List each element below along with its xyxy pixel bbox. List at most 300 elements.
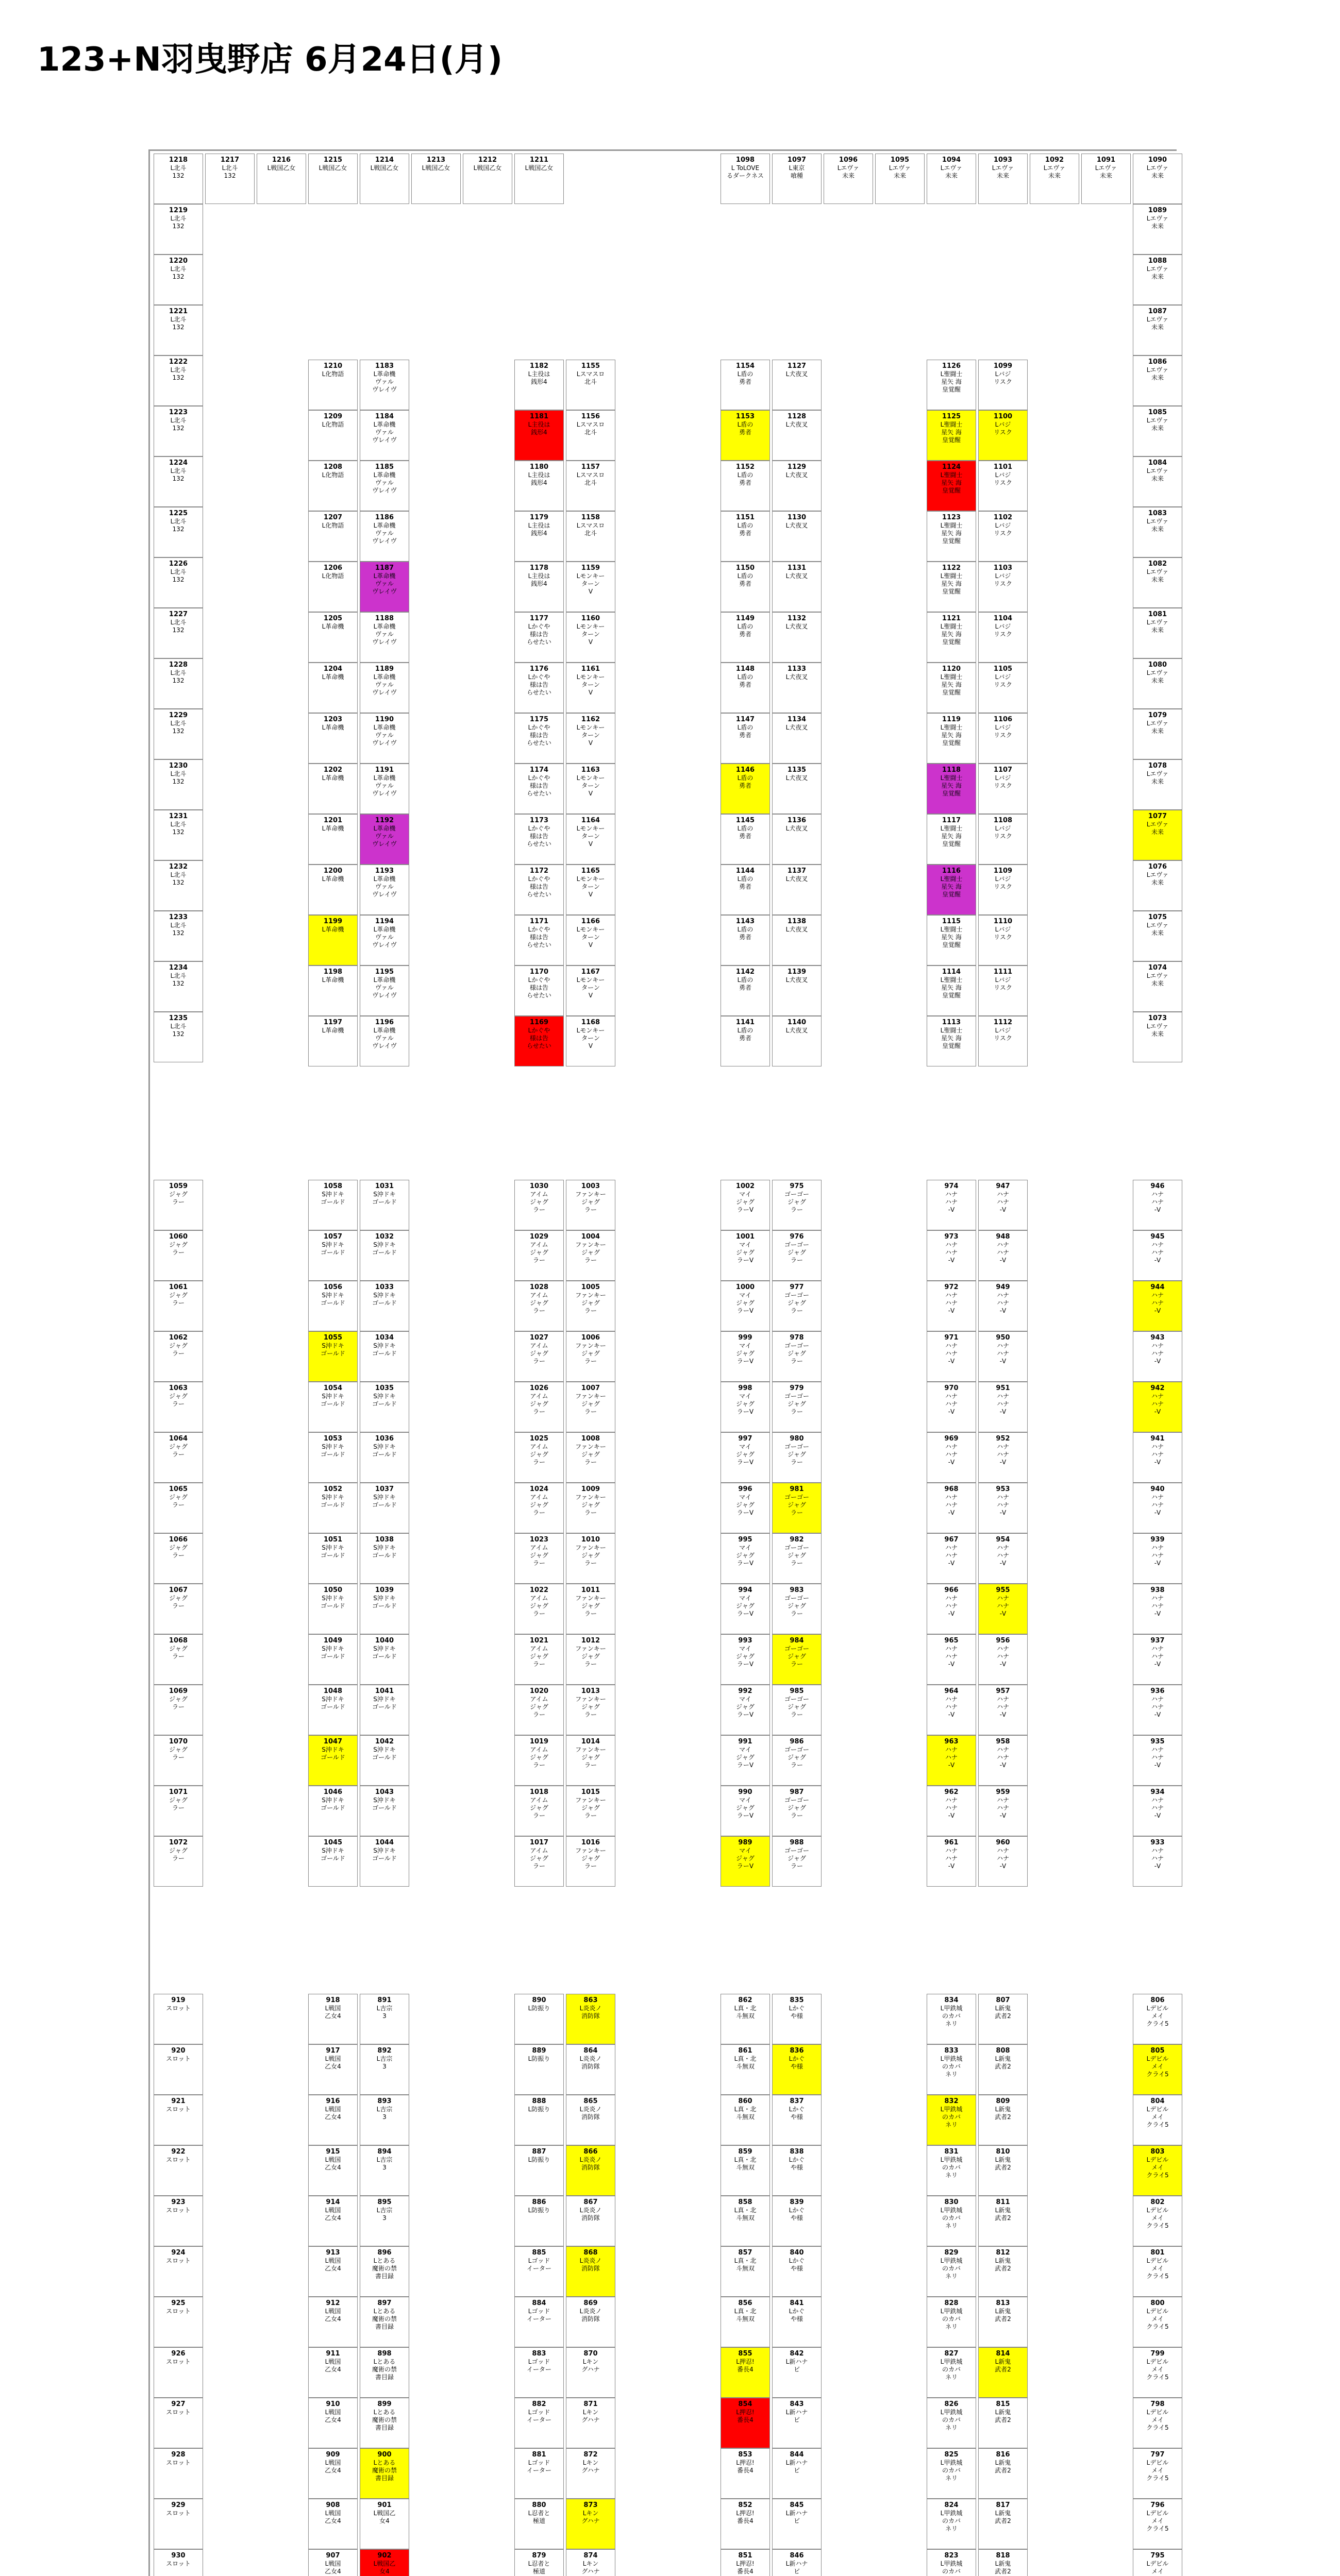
machine-number: 1139 <box>787 968 807 976</box>
machine-name: スロット <box>166 2409 191 2416</box>
machine-cell <box>154 709 203 759</box>
machine-name: ハナ ハナ -V <box>996 1191 1009 1213</box>
machine-cell <box>978 612 1028 663</box>
machine-number: 852 <box>738 2501 752 2509</box>
machine-name: ジャグ ラー <box>169 1544 188 1559</box>
machine-number: 1011 <box>581 1586 600 1594</box>
machine-number: 1032 <box>375 1233 394 1241</box>
machine-number: 1067 <box>169 1586 188 1594</box>
machine-number: 1018 <box>529 1788 549 1796</box>
machine-number: 1066 <box>169 1536 188 1544</box>
machine-number: 968 <box>944 1485 959 1493</box>
machine-name: L新鬼 武者2 <box>995 2106 1011 2121</box>
machine-cell <box>927 764 976 814</box>
machine-number: 1178 <box>529 564 549 572</box>
machine-number: 1230 <box>169 762 188 770</box>
machine-number: 1209 <box>323 413 343 420</box>
machine-number: 832 <box>944 2097 959 2105</box>
machine-name: Lバジ リスク <box>994 370 1012 385</box>
machine-cell <box>927 154 976 204</box>
machine-cell <box>978 2499 1028 2549</box>
machine-number: 809 <box>996 2097 1010 2105</box>
machine-name: ジャグ ラー <box>169 1393 188 1408</box>
machine-name: ジャグ ラー <box>169 1292 188 1307</box>
machine-number: 917 <box>326 2047 340 2055</box>
machine-number: 1023 <box>529 1536 549 1544</box>
machine-cell <box>978 1685 1028 1735</box>
machine-cell <box>772 1634 822 1685</box>
machine-name: L盾の 勇者 <box>737 522 753 537</box>
machine-cell <box>566 2297 615 2347</box>
machine-cell <box>978 1836 1028 1887</box>
machine-cell <box>566 2246 615 2297</box>
machine-number: 816 <box>996 2451 1010 2459</box>
machine-name: Lとある 魔術の禁 書目録 <box>372 2459 397 2482</box>
machine-name: ゴーゴー ジャグ ラー <box>784 1746 809 1769</box>
machine-cell <box>566 562 615 612</box>
machine-number: 895 <box>377 2198 392 2206</box>
machine-number: 860 <box>738 2097 752 2105</box>
machine-number: 1218 <box>169 156 188 164</box>
machine-cell <box>566 2196 615 2246</box>
machine-number: 1083 <box>1148 510 1167 517</box>
machine-name: L聖闘士 星矢 海 皇覚醒 <box>940 724 963 747</box>
machine-number: 1164 <box>581 817 600 824</box>
machine-number: 1022 <box>529 1586 549 1594</box>
machine-cell <box>772 2499 822 2549</box>
machine-cell <box>978 814 1028 865</box>
machine-name: L北斗 132 <box>222 164 238 179</box>
machine-name: Lかぐ や様 <box>789 2156 805 2171</box>
machine-number: 1053 <box>323 1435 343 1443</box>
machine-number: 997 <box>738 1435 752 1443</box>
machine-number: 831 <box>944 2148 959 2156</box>
machine-number: 837 <box>790 2097 804 2105</box>
machine-cell <box>927 2246 976 2297</box>
machine-cell <box>308 1180 358 1230</box>
machine-number: 913 <box>326 2249 340 2257</box>
machine-name: L真・北 斗無双 <box>734 2055 757 2070</box>
machine-cell <box>360 1994 409 2044</box>
machine-cell <box>566 764 615 814</box>
machine-name: Lエヴァ 未来 <box>1043 164 1066 179</box>
machine-cell <box>463 154 512 204</box>
machine-number: 1119 <box>942 716 961 723</box>
machine-name: L聖闘士 星矢 海 皇覚醒 <box>940 976 963 999</box>
machine-cell <box>514 2095 564 2145</box>
machine-cell <box>1133 1483 1182 1533</box>
machine-number: 1205 <box>323 615 343 622</box>
machine-number: 1003 <box>581 1182 600 1190</box>
machine-number: 1081 <box>1148 611 1167 618</box>
machine-number: 829 <box>944 2249 959 2257</box>
machine-cell <box>978 1281 1028 1331</box>
machine-name: L戦国 乙女4 <box>325 2005 341 2020</box>
machine-cell <box>1133 1382 1182 1432</box>
machine-cell <box>154 658 203 709</box>
machine-name: ファンキー ジャグ ラー <box>575 1342 606 1365</box>
machine-name: ゴーゴー ジャグ ラー <box>784 1292 809 1314</box>
machine-name: ゴーゴー ジャグ ラー <box>784 1342 809 1365</box>
machine-cell <box>360 2196 409 2246</box>
machine-cell <box>308 2297 358 2347</box>
machine-number: 1055 <box>323 1334 343 1342</box>
machine-name: S沖ドキ ゴールド <box>321 1595 345 1609</box>
machine-cell <box>772 511 822 562</box>
machine-name: ゴーゴー ジャグ ラー <box>784 1241 809 1264</box>
machine-name: L犬夜叉 <box>785 926 808 933</box>
machine-name: ゴーゴー ジャグ ラー <box>784 1595 809 1617</box>
machine-cell <box>721 1432 770 1483</box>
machine-name: マイ ジャグ ラーV <box>736 1797 755 1819</box>
machine-cell <box>514 814 564 865</box>
machine-cell <box>566 1584 615 1634</box>
machine-number: 1226 <box>169 560 188 568</box>
machine-number: 908 <box>326 2501 340 2509</box>
machine-name: L聖闘士 星矢 海 皇覚醒 <box>940 825 963 848</box>
machine-number: 1030 <box>529 1182 549 1190</box>
machine-name: Lゴッド イーター <box>526 2257 551 2272</box>
machine-number: 957 <box>996 1687 1010 1695</box>
machine-number: 1208 <box>323 463 343 471</box>
machine-number: 1194 <box>375 918 394 925</box>
machine-name: Lエヴァ 未来 <box>1146 215 1169 230</box>
machine-number: 1124 <box>942 463 961 471</box>
machine-cell <box>308 2246 358 2297</box>
machine-cell <box>772 1994 822 2044</box>
machine-number: 975 <box>790 1182 804 1190</box>
machine-number: 971 <box>944 1334 959 1342</box>
machine-cell <box>308 1331 358 1382</box>
machine-number: 961 <box>944 1839 959 1846</box>
machine-cell <box>978 1735 1028 1786</box>
machine-cell <box>566 1836 615 1887</box>
machine-number: 1221 <box>169 308 188 315</box>
machine-name: ハナ ハナ -V <box>945 1544 958 1567</box>
machine-cell <box>927 1533 976 1584</box>
machine-cell <box>1133 709 1182 759</box>
machine-number: 1008 <box>581 1435 600 1443</box>
machine-number: 927 <box>171 2400 186 2408</box>
machine-name: L忍者と 極道 <box>528 2510 550 2524</box>
machine-cell <box>1133 2347 1182 2398</box>
machine-cell <box>721 1382 770 1432</box>
machine-name: L北斗 132 <box>170 366 187 381</box>
machine-number: 950 <box>996 1334 1010 1342</box>
machine-cell <box>927 511 976 562</box>
machine-name: ハナ ハナ -V <box>945 1393 958 1415</box>
machine-name: L犬夜叉 <box>785 976 808 984</box>
machine-name: Lデビル メイ クライ5 <box>1146 2207 1169 2229</box>
machine-number: 1162 <box>581 716 600 723</box>
machine-name: マイ ジャグ ラーV <box>736 1696 755 1718</box>
machine-cell <box>308 1483 358 1533</box>
machine-cell <box>978 154 1028 204</box>
machine-name: Lデビル メイ クライ5 <box>1146 2106 1169 2128</box>
machine-number: 954 <box>996 1536 1010 1544</box>
machine-name: スロット <box>166 2005 191 2012</box>
machine-name: Lデビル メイ クライ5 <box>1146 2510 1169 2532</box>
machine-number: 1173 <box>529 817 549 824</box>
machine-cell <box>772 2347 822 2398</box>
machine-name: スロット <box>166 2055 191 2062</box>
machine-number: 1068 <box>169 1637 188 1645</box>
machine-number: 1054 <box>323 1384 343 1392</box>
machine-name: ジャグ ラー <box>169 1746 188 1761</box>
machine-cell <box>154 1735 203 1786</box>
machine-cell <box>772 663 822 713</box>
machine-name: アイム ジャグ ラー <box>530 1847 548 1870</box>
machine-name: L革命機 ヴァル ヴレイヴ <box>372 724 397 747</box>
machine-name: Lエヴァ 未来 <box>1146 316 1169 331</box>
machine-number: 991 <box>738 1738 752 1745</box>
machine-cell <box>978 461 1028 511</box>
machine-cell <box>927 663 976 713</box>
machine-cell <box>772 713 822 764</box>
machine-cell <box>360 1016 409 1066</box>
machine-cell <box>927 2145 976 2196</box>
machine-number: 872 <box>583 2451 598 2459</box>
machine-cell <box>360 360 409 410</box>
machine-name: ハナ ハナ -V <box>945 1342 958 1365</box>
machine-cell <box>1133 2297 1182 2347</box>
machine-number: 982 <box>790 1536 804 1544</box>
machine-name: Lスマスロ 北斗 <box>576 522 605 537</box>
machine-number: 858 <box>738 2198 752 2206</box>
machine-number: 842 <box>790 2350 804 2358</box>
machine-name: L新ハナ ビ <box>785 2510 808 2524</box>
machine-number: 1089 <box>1148 207 1167 214</box>
machine-cell <box>566 612 615 663</box>
machine-cell <box>308 965 358 1016</box>
machine-name: アイム ジャグ ラー <box>530 1797 548 1819</box>
machine-name: L主役は 銭形4 <box>528 471 550 486</box>
machine-number: 812 <box>996 2249 1010 2257</box>
machine-number: 901 <box>377 2501 392 2509</box>
machine-cell <box>1133 1836 1182 1887</box>
machine-cell <box>721 1634 770 1685</box>
machine-cell <box>721 461 770 511</box>
machine-cell <box>927 612 976 663</box>
machine-name: Lモンキー ターン V <box>576 926 605 948</box>
machine-cell <box>514 764 564 814</box>
machine-cell <box>514 2347 564 2398</box>
machine-number: 1104 <box>993 615 1013 622</box>
machine-name: S沖ドキ ゴールド <box>321 1494 345 1509</box>
machine-name: L北斗 132 <box>170 417 187 432</box>
machine-cell <box>721 2448 770 2499</box>
machine-name: ハナ ハナ -V <box>1151 1746 1164 1769</box>
machine-name: マイ ジャグ ラーV <box>736 1342 755 1365</box>
machine-cell <box>360 2499 409 2549</box>
machine-name: ハナ ハナ -V <box>996 1696 1009 1718</box>
machine-cell <box>566 2044 615 2095</box>
machine-number: 944 <box>1150 1283 1165 1291</box>
machine-cell <box>308 2398 358 2448</box>
machine-number: 1100 <box>993 413 1013 420</box>
machine-name: Lバジ リスク <box>994 976 1012 991</box>
machine-cell <box>566 2398 615 2448</box>
machine-cell <box>978 1016 1028 1066</box>
machine-cell <box>514 1331 564 1382</box>
machine-name: L真・北 斗無双 <box>734 2156 757 2171</box>
machine-cell <box>721 2499 770 2549</box>
machine-cell <box>514 2549 564 2576</box>
machine-cell <box>772 2297 822 2347</box>
machine-name: マイ ジャグ ラーV <box>736 1595 755 1617</box>
machine-name: L聖闘士 星矢 海 皇覚醒 <box>940 471 963 494</box>
machine-name: L甲鉄城 のカバ ネリ <box>940 2055 963 2078</box>
machine-name: L新鬼 武者2 <box>995 2207 1011 2222</box>
machine-name: ハナ ハナ -V <box>945 1191 958 1213</box>
machine-name: L戦国 乙女4 <box>325 2207 341 2222</box>
machine-cell <box>1133 608 1182 658</box>
machine-name: アイム ジャグ ラー <box>530 1443 548 1466</box>
machine-number: 924 <box>171 2249 186 2257</box>
machine-number: 969 <box>944 1435 959 1443</box>
machine-name: Lモンキー ターン V <box>576 1027 605 1049</box>
machine-name: L革命機 ヴァル ヴレイヴ <box>372 976 397 999</box>
machine-number: 896 <box>377 2249 392 2257</box>
machine-number: 859 <box>738 2148 752 2156</box>
machine-number: 866 <box>583 2148 598 2156</box>
machine-name: マイ ジャグ ラーV <box>736 1443 755 1466</box>
machine-cell <box>566 511 615 562</box>
machine-number: 1177 <box>529 615 549 622</box>
machine-name: Lモンキー ターン V <box>576 976 605 999</box>
machine-number: 1109 <box>993 867 1013 875</box>
machine-name: S沖ドキ ゴールド <box>321 1746 345 1761</box>
machine-cell <box>1133 1281 1182 1331</box>
machine-number: 941 <box>1150 1435 1165 1443</box>
machine-number: 1192 <box>375 817 394 824</box>
machine-cell <box>514 2196 564 2246</box>
machine-name: ハナ ハナ -V <box>1151 1443 1164 1466</box>
machine-number: 1167 <box>581 968 600 976</box>
machine-name: L新ハナ ビ <box>785 2358 808 2373</box>
machine-number: 1202 <box>323 766 343 774</box>
machine-name: アイム ジャグ ラー <box>530 1191 548 1213</box>
machine-cell <box>308 814 358 865</box>
machine-cell <box>360 814 409 865</box>
machine-name: Lキン グハナ <box>581 2409 600 2424</box>
machine-number: 1204 <box>323 665 343 673</box>
machine-name: Lデビル メイ クライ5 <box>1146 2005 1169 2027</box>
machine-cell <box>927 1634 976 1685</box>
machine-name: L吉宗 3 <box>376 2156 393 2171</box>
machine-number: 865 <box>583 2097 598 2105</box>
machine-name: スロット <box>166 2207 191 2214</box>
machine-name: Lバジ リスク <box>994 572 1012 587</box>
machine-cell <box>772 1281 822 1331</box>
machine-number: 967 <box>944 1536 959 1544</box>
machine-cell <box>154 2448 203 2499</box>
machine-cell <box>360 461 409 511</box>
machine-number: 1088 <box>1148 257 1167 265</box>
machine-number: 1207 <box>323 514 343 521</box>
machine-name: L北斗 132 <box>170 619 187 634</box>
machine-name: L化物語 <box>322 471 344 479</box>
machine-cell <box>360 1685 409 1735</box>
machine-name: L革命機 ヴァル ヴレイヴ <box>372 421 397 444</box>
machine-name: L革命機 ヴァル ヴレイヴ <box>372 623 397 646</box>
machine-cell <box>721 814 770 865</box>
machine-cell <box>566 1786 615 1836</box>
machine-cell <box>772 1735 822 1786</box>
machine-name: L革命機 ヴァル ヴレイヴ <box>372 522 397 545</box>
machine-cell <box>721 1016 770 1066</box>
machine-cell <box>927 1685 976 1735</box>
machine-number: 1166 <box>581 918 600 925</box>
machine-number: 843 <box>790 2400 804 2408</box>
machine-name: L新鬼 武者2 <box>995 2308 1011 2323</box>
machine-number: 1217 <box>220 156 240 164</box>
machine-cell <box>1133 2044 1182 2095</box>
machine-cell <box>360 1331 409 1382</box>
machine-name: L革命機 ヴァル ヴレイヴ <box>372 774 397 797</box>
machine-cell <box>154 557 203 608</box>
machine-name: マイ ジャグ ラーV <box>736 1393 755 1415</box>
machine-cell <box>772 360 822 410</box>
machine-cell <box>308 1382 358 1432</box>
machine-name: Lかぐ や様 <box>789 2308 805 2323</box>
machine-number: 833 <box>944 2047 959 2055</box>
machine-number: 911 <box>326 2350 340 2358</box>
machine-name: Lエヴァ 未来 <box>1146 871 1169 886</box>
machine-name: Lスマスロ 北斗 <box>576 471 605 486</box>
machine-name: S沖ドキ ゴールド <box>372 1494 397 1509</box>
machine-number: 892 <box>377 2047 392 2055</box>
machine-cell <box>721 2297 770 2347</box>
machine-number: 1144 <box>735 867 755 875</box>
machine-number: 952 <box>996 1435 1010 1443</box>
machine-name: Lエヴァ 未来 <box>1146 366 1169 381</box>
machine-name: L押忍! 番長4 <box>736 2560 755 2575</box>
machine-number: 1061 <box>169 1283 188 1291</box>
machine-cell <box>514 410 564 461</box>
machine-cell <box>308 1685 358 1735</box>
machine-name: L新鬼 武者2 <box>995 2459 1011 2474</box>
machine-name: L化物語 <box>322 421 344 428</box>
machine-cell <box>978 1584 1028 1634</box>
machine-name: L防振り <box>528 2106 550 2113</box>
machine-cell <box>1081 154 1131 204</box>
machine-cell <box>514 612 564 663</box>
machine-cell <box>1133 911 1182 961</box>
machine-cell <box>566 2499 615 2549</box>
machine-name: Lエヴァ 未来 <box>1146 922 1169 937</box>
machine-name: L新鬼 武者2 <box>995 2055 1011 2070</box>
machine-cell <box>360 2044 409 2095</box>
machine-number: 1071 <box>169 1788 188 1796</box>
machine-number: 1188 <box>375 615 394 622</box>
machine-cell <box>721 1180 770 1230</box>
machine-name: S沖ドキ ゴールド <box>321 1645 345 1660</box>
machine-cell <box>360 713 409 764</box>
machine-number: 1123 <box>942 514 961 521</box>
machine-name: L盾の 勇者 <box>737 471 753 486</box>
machine-name: L盾の 勇者 <box>737 926 753 941</box>
machine-number: 1110 <box>993 918 1013 925</box>
machine-name: L甲鉄城 のカバ ネリ <box>940 2257 963 2280</box>
machine-number: 806 <box>1150 1996 1165 2004</box>
machine-name: Lバジ リスク <box>994 926 1012 941</box>
machine-name: Lバジ リスク <box>994 724 1012 739</box>
machine-number: 1076 <box>1148 863 1167 871</box>
machine-name: L戦国 乙女4 <box>325 2510 341 2524</box>
machine-name: Lエヴァ 未来 <box>1146 770 1169 785</box>
machine-cell <box>721 511 770 562</box>
